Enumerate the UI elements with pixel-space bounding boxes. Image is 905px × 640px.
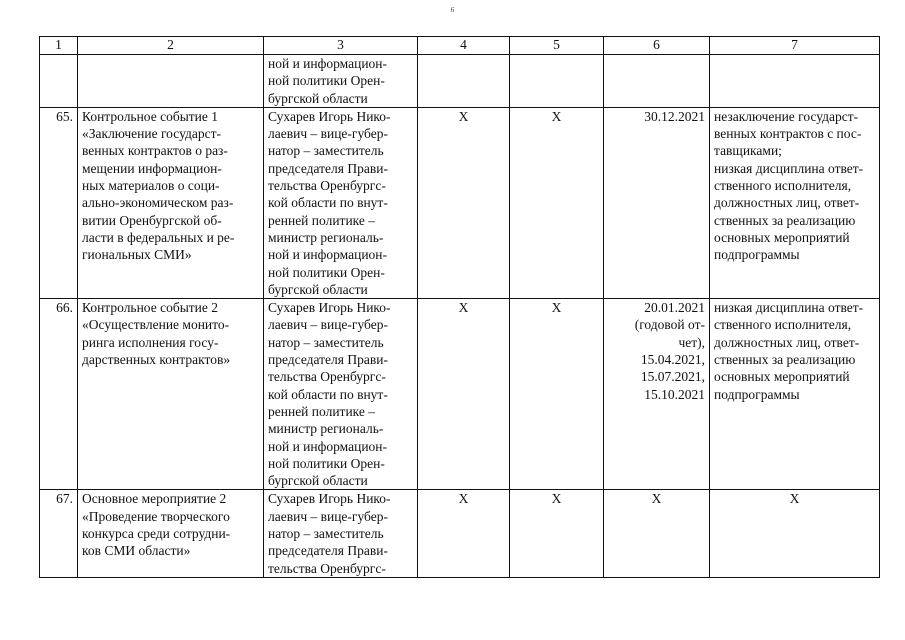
responsible-person: Сухарев Игорь Нико- лаевич – вице-губер- натор – заместитель председателя Прави- тельства Оренбургс- [264,490,418,578]
risk-description [710,55,880,108]
column-header: 6 [604,37,710,55]
control-date: Х [604,490,710,578]
responsible-person: ной и информацион- ной политики Орен- бургской области [264,55,418,108]
event-name: Контрольное событие 2 «Осуществление монито- ринга исполнения госу- дарственных контрактов» [78,299,264,490]
column-header: 3 [264,37,418,55]
event-name: Основное мероприятие 2 «Проведение творческого конкурса среди сотрудни- ков СМИ области» [78,490,264,578]
column-header: 7 [710,37,880,55]
end-mark: Х [510,107,604,298]
end-mark [510,55,604,108]
start-mark [418,55,510,108]
responsible-person: Сухарев Игорь Нико- лаевич – вице-губер- натор – заместитель председателя Прави- тельства Оренбургс- кой области по внут- ренней политике – министр региональ- ной и информацион- ной политики Орен- бургской области [264,107,418,298]
page-number: 6 [450,6,455,14]
row-number: 67. [40,490,78,578]
start-mark: Х [418,490,510,578]
table-row-continuation [40,55,880,108]
risk-description: низкая дисциплина ответ- ственного исполнителя, должностных лиц, ответ- ственных за реализацию основных мероприятий подпрограммы [710,299,880,490]
table-row [40,490,880,578]
event-name: Контрольное событие 1 «Заключение государст- венных контрактов о раз- мещении информацион- ных материалов о соци- ально-экономическом раз- витии Оренбургской об- ласти в федеральных и ре- гиональных СМИ» [78,107,264,298]
row-number: 65. [40,107,78,298]
document-table [39,36,880,578]
end-mark: Х [510,299,604,490]
table-row [40,299,880,490]
risk-description: незаключение государст- венных контрактов с пос- тавщиками; низкая дисциплина ответ- ственного исполнителя, должностных лиц, ответ- ственных за реализацию основных мероприятий подпрограммы [710,107,880,298]
event-name [78,55,264,108]
start-mark: Х [418,107,510,298]
row-number [40,55,78,108]
start-mark: Х [418,299,510,490]
column-header: 4 [418,37,510,55]
control-date [604,55,710,108]
risk-description: Х [710,490,880,578]
column-header: 2 [78,37,264,55]
column-header: 1 [40,37,78,55]
control-date: 30.12.2021 [604,107,710,298]
responsible-person: Сухарев Игорь Нико- лаевич – вице-губер- натор – заместитель председателя Прави- тельства Оренбургс- кой области по внут- ренней политике – министр региональ- ной и информацион- ной политики Орен- бургской области [264,299,418,490]
end-mark: Х [510,490,604,578]
table-header-row [40,37,880,55]
column-header: 5 [510,37,604,55]
table-row [40,107,880,298]
row-number: 66. [40,299,78,490]
control-date: 20.01.2021 (годовой от- чет), 15.04.2021, 15.07.2021, 15.10.2021 [604,299,710,490]
